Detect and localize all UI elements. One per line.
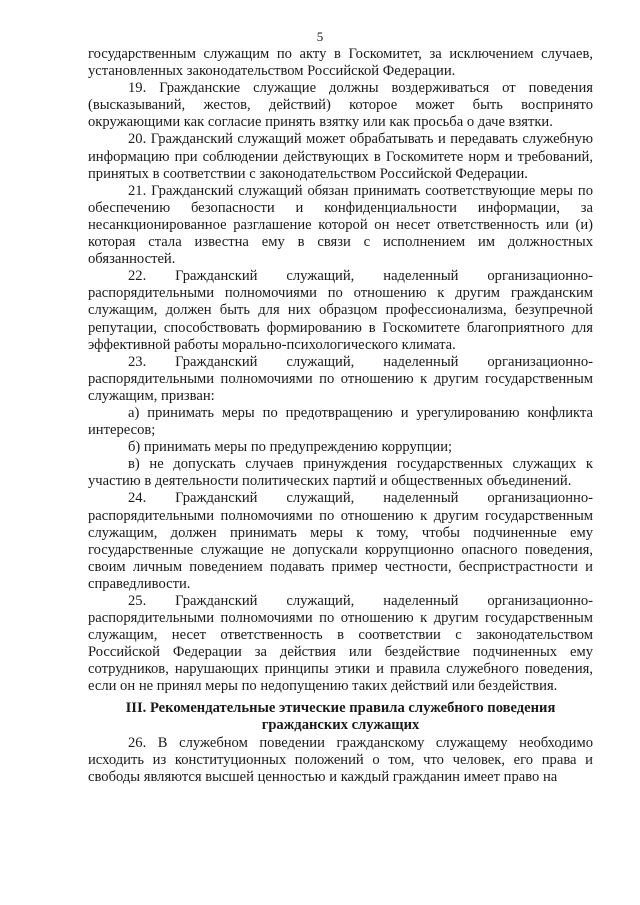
paragraph-continuation: государственным служащим по акту в Госкомитет, за исключением случаев, установленных законодательством Российской Федерации. bbox=[88, 46, 593, 80]
paragraph-24: 24. Гражданский служащий, наделенный организационно-распорядительными полномочиями по отношению к другим государственным служащим, должен принимать меры к тому, чтобы подчиненные ему государственные служащие не допускали коррупционно опасного поведения, своим личным поведением подавать пример честности, беспристрастности и справедливости. bbox=[88, 490, 593, 592]
page-number: 5 bbox=[316, 29, 324, 44]
paragraph-22: 22. Гражданский служащий, наделенный организационно-распорядительными полномочиями по отношению к другим гражданским служащим, должен быть для них образцом профессионализма, безупречной репутации, способствовать формированию в Госкомитете благоприятного для эффективной работы морально-психологического климата. bbox=[88, 268, 593, 353]
paragraph-25: 25. Гражданский служащий, наделенный организационно-распорядительными полномочиями по отношению к другим государственным служащим, несет ответственность в соответствии с законодательством Российской Федерации за действия или бездействие подчиненных ему сотрудников, нарушающих принципы этики и правила служебного поведения, если он не принял меры по недопущению таких действий или бездействия. bbox=[88, 593, 593, 695]
paragraph-23-a: а) принимать меры по предотвращению и урегулированию конфликта интересов; bbox=[88, 404, 593, 439]
paragraph-23: 23. Гражданский служащий, наделенный организационно-распорядительными полномочиями по отношению к другим государственным служащим, призван: bbox=[88, 353, 593, 404]
paragraph-26: 26. В служебном поведении гражданскому служащему необходимо исходить из конституционных положений о том, что человек, его права и свободы являются высшей ценностью и каждый гражданин имеет право на bbox=[88, 734, 593, 785]
section-heading: III. Рекомендательные этические правила служебного поведения гражданских служащих bbox=[125, 699, 556, 733]
paragraph-23-c: в) не допускать случаев принуждения государственных служащих к участию в деятельности политических партий и общественных объединений. bbox=[88, 456, 593, 490]
page-content bbox=[88, 46, 593, 786]
paragraph-23-b: б) принимать меры по предупреждению коррупции; bbox=[128, 439, 453, 456]
paragraph-21: 21. Гражданский служащий обязан принимать соответствующие меры по обеспечению безопасности и конфиденциальности информации, за несанкционированное разглашение которой он несет ответственность или (и) которая стала известна ему в связи с исполнением им должностных обязанностей. bbox=[88, 182, 593, 268]
paragraph-19: 19. Гражданские служащие должны воздерживаться от поведения (высказываний, жестов, действий) которое может быть воспринято окружающими как согласие принять взятку или как просьба о даче взятки. bbox=[88, 80, 593, 131]
paragraph-20: 20. Гражданский служащий может обрабатывать и передавать служебную информацию при соблюдении действующих в Госкомитете норм и требований, принятых в соответствии с законодательством Российской Федерации. bbox=[88, 131, 593, 182]
